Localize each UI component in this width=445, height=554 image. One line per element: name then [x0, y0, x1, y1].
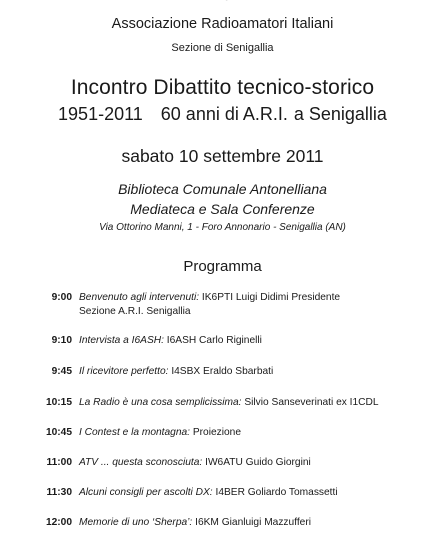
event-title: Incontro Dibattito tecnico-storico	[70, 76, 375, 99]
programma-topic: Benvenuto agli intervenuti:	[79, 292, 200, 303]
programma-time: 10:45	[45, 427, 72, 438]
programma-speaker: Proiezione	[192, 427, 241, 438]
programma-topic: Memorie di uno ‘Sherpa’:	[79, 517, 193, 528]
event-years: 1951-2011	[58, 104, 143, 124]
programma-speaker: I4BER Goliardo Tomassetti	[215, 487, 338, 498]
programma-speaker: IK6PTI Luigi Didimi Presidente	[201, 292, 341, 303]
programma-time: 11:30	[46, 487, 72, 498]
programma-time: 12:00	[45, 517, 72, 528]
programma-topic: Il ricevitore perfetto:	[79, 366, 169, 377]
programma-speaker: I4SBX Eraldo Sbarbati	[171, 366, 274, 377]
programma-time: 9:10	[51, 335, 72, 346]
programma-time: 10:15	[45, 397, 72, 408]
event-place: a Senigallia	[293, 104, 387, 124]
event-anniversary: 60 anni di A.R.I.	[160, 104, 288, 124]
venue-name: Biblioteca Comunale Antonelliana	[118, 181, 327, 197]
programma-time: 11:00	[46, 457, 72, 468]
venue-address: Via Ottorino Manni, 1 - Foro Annonario - Senigallia (AN)	[99, 222, 346, 233]
org-section: Sezione di Senigallia	[171, 42, 274, 54]
programma-topic: ATV ... questa sconosciuta:	[79, 457, 203, 468]
venue-hall: Mediateca e Sala Conferenze	[130, 201, 315, 217]
programma-speaker: Silvio Sanseverinati ex I1CDL	[244, 397, 379, 408]
programma-speaker: I6ASH Carlo Riginelli	[166, 335, 262, 346]
programma-time: 9:45	[51, 366, 72, 377]
programma-topic: I Contest e la montagna:	[79, 427, 190, 438]
programma-heading: Programma	[183, 258, 262, 275]
event-date: sabato 10 settembre 2011	[121, 146, 324, 166]
programma-topic: Intervista a I6ASH:	[79, 335, 164, 346]
programma-topic: La Radio è una cosa semplicissima:	[79, 397, 242, 408]
event-subtitle	[0, 104, 445, 125]
programma-time: 9:00	[51, 292, 72, 303]
logo-fragment	[208, 0, 234, 2]
programma-speaker: IW6ATU Guido Giorgini	[205, 457, 311, 468]
programma-speaker: I6KM Gianluigi Mazzufferi	[195, 517, 311, 528]
programma-speaker-line2: Sezione A.R.I. Senigallia	[79, 306, 191, 317]
programma-topic: Alcuni consigli per ascolti DX:	[79, 487, 213, 498]
org-name: Associazione Radioamatori Italiani	[111, 16, 334, 32]
